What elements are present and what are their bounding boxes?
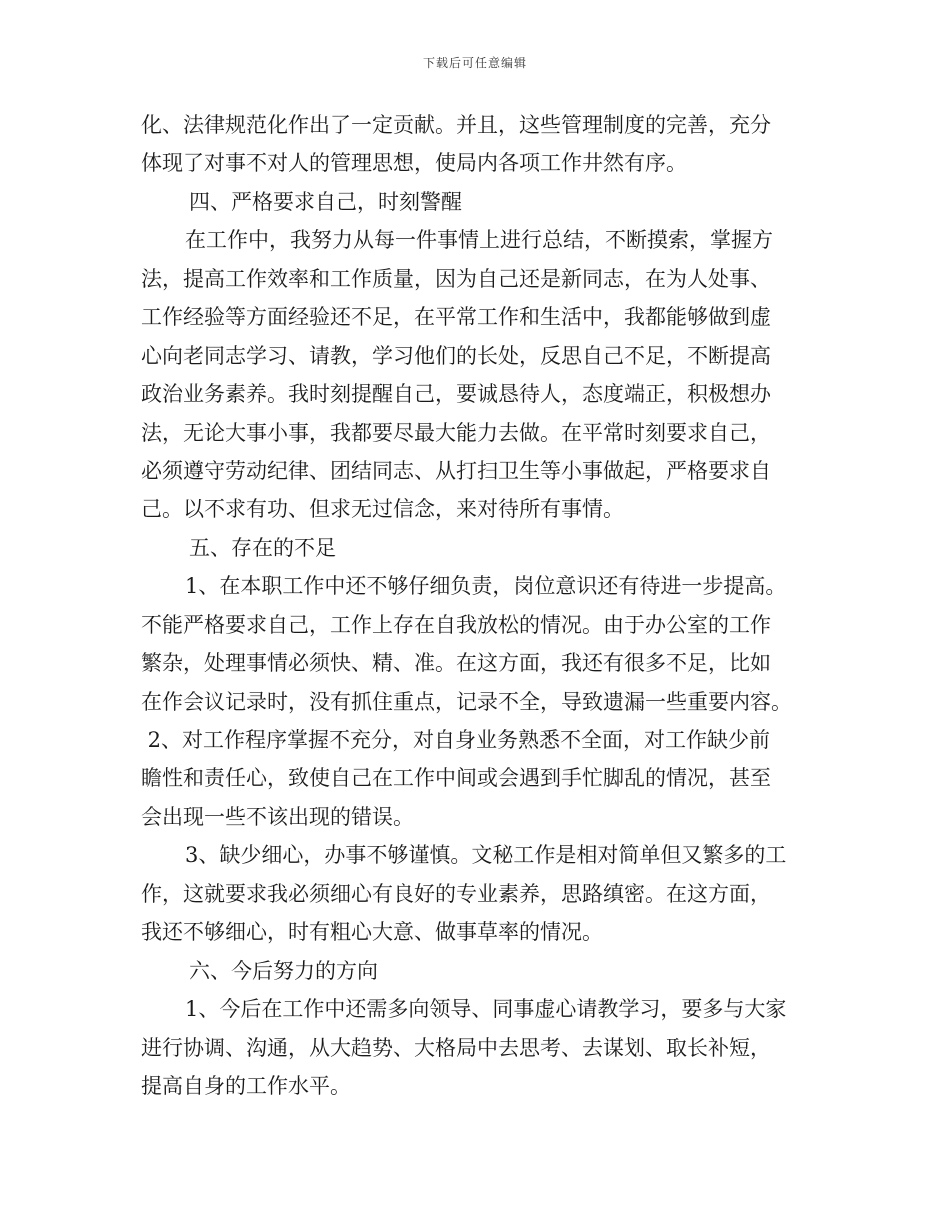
page-header: 下载后可任意编辑 bbox=[422, 56, 527, 70]
paragraph-line: 繁杂，处理事情必须快、精、准。在这方面，我还有很多不足，比如 bbox=[141, 651, 771, 676]
paragraph-line: 化、法律规范化作出了一定贡献。并且，这些管理制度的完善，充分 bbox=[141, 113, 771, 137]
paragraph-line: 2、对工作程序掌握不充分，对自身业务熟悉不全面，对工作缺少前 bbox=[141, 728, 771, 752]
paragraph-line: 政治业务素养。我时刻提醒自己，要诚恳待人，态度端正，积极想办 bbox=[141, 382, 771, 407]
paragraph-line: 心向老同志学习、请教，学习他们的长处，反思自己不足，不断提高 bbox=[141, 343, 771, 368]
section-heading-four: 四、严格要求自己，时刻警醒 bbox=[189, 189, 462, 214]
paragraph-line: 法，无论大事小事，我都要尽最大能力去做。在平常时刻要求自己， bbox=[141, 420, 771, 445]
section-heading-six: 六、今后努力的方向 bbox=[189, 958, 378, 983]
paragraph-line: 我还不够细心，时有粗心大意、做事草率的情况。 bbox=[141, 920, 603, 945]
paragraph-line: 己。以不求有功、但求无过信念，来对待所有事情。 bbox=[141, 497, 624, 522]
paragraph-line: 进行协调、沟通，从大趋势、大格局中去思考、去谋划、取长补短， bbox=[141, 1035, 771, 1060]
paragraph-line: 1、今后在工作中还需多向领导、同事虚心请教学习，要多与大家 bbox=[185, 997, 787, 1022]
paragraph-line: 提高自身的工作水平。 bbox=[141, 1073, 351, 1098]
paragraph-line: 不能严格要求自己，工作上存在自我放松的情况。由于办公室的工作 bbox=[141, 612, 771, 637]
paragraph-line: 在作会议记录时，没有抓住重点，记录不全，导致遗漏一些重要内容。 bbox=[141, 689, 792, 714]
section-heading-five: 五、存在的不足 bbox=[189, 535, 336, 560]
paragraph-line: 必须遵守劳动纪律、团结同志、从打扫卫生等小事做起，严格要求自 bbox=[141, 458, 771, 483]
paragraph-line: 1、在本职工作中还不够仔细负责，岗位意识还有待进一步提高。 bbox=[185, 574, 787, 599]
paragraph-line: 会出现一些不该出现的错误。 bbox=[141, 804, 414, 829]
paragraph-line: 瞻性和责任心，致使自己在工作中间或会遇到手忙脚乱的情况，甚至 bbox=[141, 766, 771, 791]
paragraph-line: 法，提高工作效率和工作质量，因为自己还是新同志，在为人处事、 bbox=[141, 266, 771, 291]
paragraph-line: 在工作中，我努力从每一件事情上进行总结，不断摸索，掌握方 bbox=[185, 228, 773, 253]
paragraph-line: 工作经验等方面经验还不足，在平常工作和生活中，我都能够做到虚 bbox=[141, 305, 771, 330]
paragraph-line: 3、缺少细心，办事不够谨慎。文秘工作是相对简单但又繁多的工 bbox=[185, 843, 787, 868]
document-body bbox=[141, 106, 821, 1105]
paragraph-line: 作，这就要求我必须细心有良好的专业素养，思路缜密。在这方面， bbox=[141, 881, 771, 906]
paragraph-line: 体现了对事不对人的管理思想，使局内各项工作井然有序。 bbox=[141, 151, 687, 176]
